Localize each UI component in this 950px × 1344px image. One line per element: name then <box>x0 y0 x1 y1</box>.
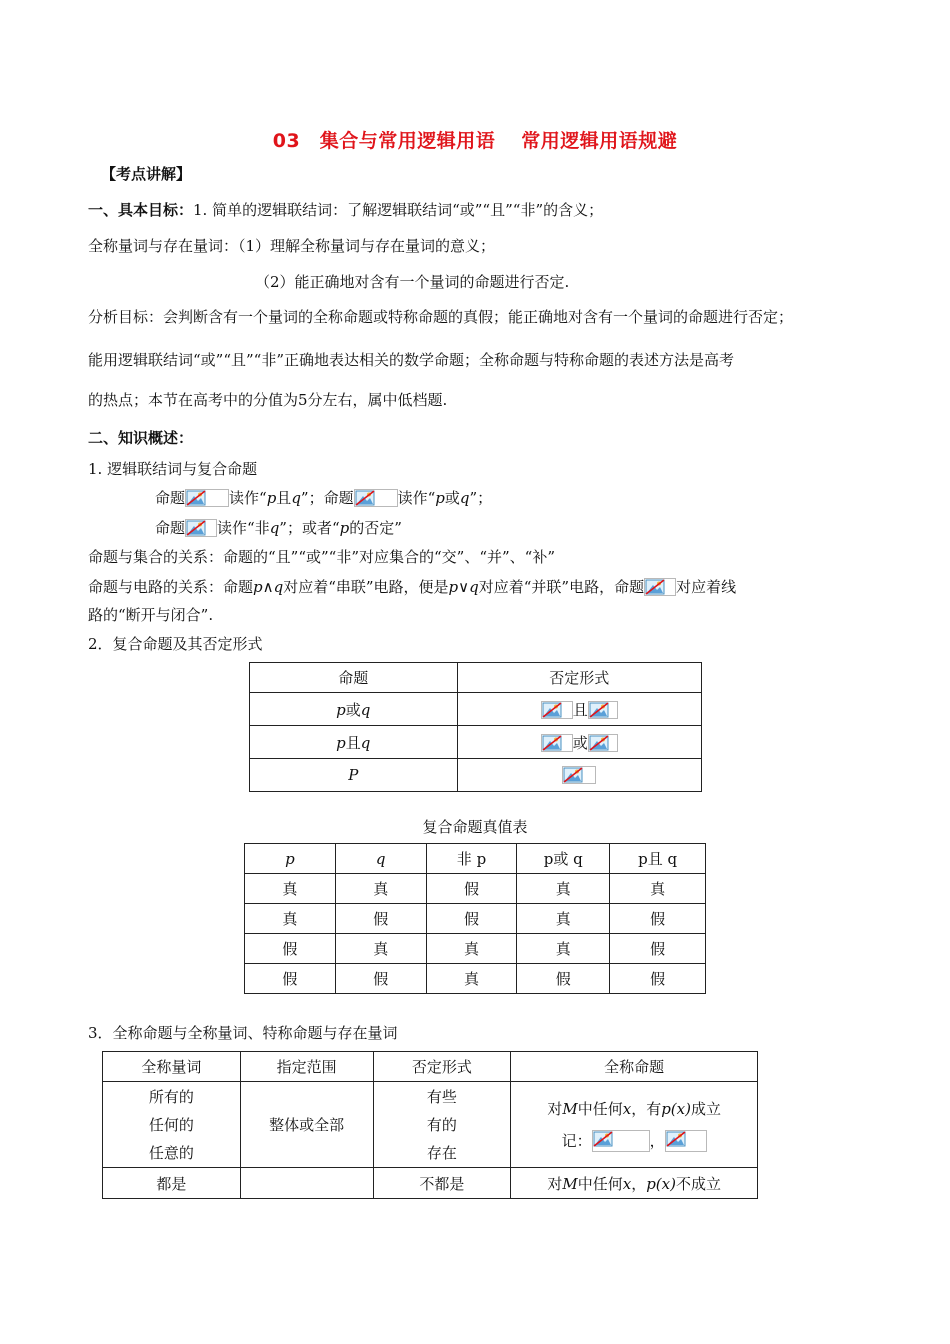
rel2-or: p∨q <box>448 578 479 596</box>
truth-cell: 真 <box>517 934 610 964</box>
table-row <box>245 904 706 934</box>
formula-image-icon <box>541 701 573 719</box>
prop-a: p <box>336 733 346 752</box>
prop-op: 或 <box>345 700 361 719</box>
truth-cell: 真 <box>426 964 517 994</box>
neg-table-prop <box>250 759 458 792</box>
title-part1: 03 集合与常用逻辑用语 <box>272 130 496 152</box>
formula-image-icon <box>541 734 573 752</box>
stmt-m: M <box>562 1099 578 1118</box>
stmt-x: x <box>622 1174 632 1193</box>
prop-b: q <box>360 700 371 719</box>
stmt-c: ，有 <box>631 1099 662 1118</box>
truth-cell: 真 <box>335 934 426 964</box>
r1-p: p <box>266 489 277 507</box>
neg-table-neg <box>457 759 701 792</box>
stmt-b: 中任何 <box>577 1099 623 1118</box>
truth-header: 非 p <box>426 844 517 874</box>
quant-header: 全称命题 <box>511 1052 758 1082</box>
truth-cell: 假 <box>245 934 336 964</box>
rel2-e: 对应着“并联”电路，命题 <box>478 578 645 596</box>
quant-header-row <box>103 1052 758 1082</box>
stmt-d: 不成立 <box>675 1174 721 1193</box>
truth-cell: 假 <box>610 964 706 994</box>
r1-p2: p <box>435 489 445 507</box>
stmt-a: 对 <box>547 1174 563 1193</box>
r2-mid: ”；或者“ <box>279 519 340 537</box>
note-b: ， <box>649 1131 665 1150</box>
truth-header-row <box>245 844 706 874</box>
note-a: 记： <box>561 1131 592 1150</box>
formula-image-icon <box>354 489 398 507</box>
rel2-a: 命题与电路的关系：命题 <box>88 578 254 596</box>
r1-read2: 读作“ <box>397 489 436 507</box>
truth-cell: 假 <box>245 964 336 994</box>
neg-table-prop <box>250 693 458 726</box>
quant-cell-statement <box>511 1082 758 1168</box>
s1-line4: 分析目标：会判断含有一个量词的全称命题或特称命题的真假；能正确地对含有一个量词的命题进行否定； <box>88 308 794 326</box>
formula-image-icon <box>185 489 229 507</box>
s1-heading: 一、具本目标： <box>88 201 194 219</box>
stmt-p: p(x) <box>646 1174 676 1193</box>
quant-cell-range: 整体或全部 <box>240 1082 373 1168</box>
table-row <box>245 874 706 904</box>
truth-cell: 真 <box>335 874 426 904</box>
s2-rel2 <box>88 576 736 597</box>
rel2-and: p∧q <box>253 578 284 596</box>
stmt-b: 中任何 <box>577 1174 623 1193</box>
formula-image-icon <box>588 734 618 752</box>
quant-cell-quantifiers <box>103 1082 241 1168</box>
r1-prefix: 命题 <box>155 489 186 507</box>
r2-prefix: 命题 <box>155 519 186 537</box>
truth-header: p且 q <box>610 844 706 874</box>
truth-header: q <box>335 844 426 874</box>
quant-header: 否定形式 <box>373 1052 511 1082</box>
table-row <box>103 1168 758 1199</box>
s2-heading: 二、知识概述： <box>88 429 194 447</box>
neg-table-neg <box>457 693 701 726</box>
item3: 3．全称命题与全称量词、特称命题与存在量词 <box>88 1024 398 1042</box>
truth-header: p <box>245 844 336 874</box>
stmt-m: M <box>562 1174 578 1193</box>
quant-cell-quantifier: 都是 <box>103 1168 241 1199</box>
stmt-d: 成立 <box>690 1099 721 1118</box>
page-title <box>0 126 950 153</box>
truth-cell: 假 <box>426 874 517 904</box>
s2-row1 <box>155 487 492 508</box>
s1-line5: 能用逻辑联结词“或”“且”“非”正确地表达相关的数学命题；全称命题与特称命题的表述方法是高考 <box>88 351 735 369</box>
quantifier-table <box>102 1051 758 1199</box>
formula-image-icon <box>562 766 596 784</box>
rel2-c: 对应着“串联”电路，便是 <box>283 578 449 596</box>
table-row <box>250 726 702 759</box>
prop-b: q <box>360 733 371 752</box>
s1-line2: 全称量词与存在量词：（1）理解全称量词与存在量词的意义； <box>88 237 496 255</box>
s1-line1 <box>88 199 603 220</box>
notation-line <box>511 1125 757 1157</box>
truth-cell: 真 <box>245 874 336 904</box>
s1-line1-text: 1. 简单的逻辑联结词：了解逻辑联结词“或”“且”“非”的含义； <box>193 201 604 219</box>
table-row <box>103 1082 758 1168</box>
r1-q: q <box>291 489 301 507</box>
truth-table-caption: 复合命题真值表 <box>422 818 528 836</box>
neg-table-header: 否定形式 <box>457 663 701 693</box>
truth-cell: 真 <box>517 874 610 904</box>
statement-line <box>511 1093 757 1125</box>
neg-table-header: 命题 <box>250 663 458 693</box>
s2-row2 <box>155 517 402 538</box>
formula-image-icon <box>665 1130 707 1152</box>
r1-or: 或 <box>444 489 460 507</box>
quant-cell-statement <box>511 1168 758 1199</box>
quant-cell-negations <box>373 1082 511 1168</box>
stmt-c: ， <box>631 1174 647 1193</box>
truth-cell: 真 <box>610 874 706 904</box>
truth-cell: 假 <box>335 904 426 934</box>
r1-and: 且 <box>276 489 292 507</box>
truth-cell: 假 <box>610 904 706 934</box>
quant-header: 全称量词 <box>103 1052 241 1082</box>
truth-header: p或 q <box>517 844 610 874</box>
r2-p: p <box>339 519 350 537</box>
s1-line6: 的热点；本节在高考中的分值为5分左右，属中低档题. <box>88 391 448 409</box>
rel2-f: 对应着线 <box>676 578 737 596</box>
quantifier-item: 任意的 <box>148 1143 194 1162</box>
section-kaodian: 【考点讲解】 <box>101 165 192 183</box>
r2-q: q <box>269 519 280 537</box>
truth-table <box>244 843 706 994</box>
table-row <box>250 759 702 792</box>
r2-read: 读作“非 <box>217 519 270 537</box>
prop-a: p <box>336 700 346 719</box>
r1-end: ”； <box>469 489 493 507</box>
table-row <box>245 934 706 964</box>
truth-cell: 真 <box>426 934 517 964</box>
title-part2: 常用逻辑用语规避 <box>521 130 678 152</box>
truth-cell: 假 <box>610 934 706 964</box>
stmt-p: p(x) <box>661 1099 691 1118</box>
s2-rel1: 命题与集合的关系：命题的“且”“或”“非”对应集合的“交”、“并”、“补” <box>88 548 556 566</box>
stmt-x: x <box>622 1099 632 1118</box>
truth-cell: 假 <box>517 964 610 994</box>
quant-cell-range <box>240 1168 373 1199</box>
r1-mid: ”；命题 <box>300 489 354 507</box>
neg-table-neg <box>457 726 701 759</box>
prop-a: P <box>348 766 359 784</box>
truth-cell: 假 <box>335 964 426 994</box>
r1-read: 读作“ <box>229 489 267 507</box>
table-row <box>250 693 702 726</box>
truth-cell: 假 <box>426 904 517 934</box>
r2-end: 的否定” <box>349 519 402 537</box>
negation-item: 有些 <box>426 1087 457 1106</box>
formula-image-icon <box>644 578 676 596</box>
negation-table <box>249 662 702 792</box>
negation-item: 有的 <box>426 1115 457 1134</box>
table-row <box>245 964 706 994</box>
quant-header: 指定范围 <box>240 1052 373 1082</box>
quant-cell-negation: 不都是 <box>373 1168 511 1199</box>
neg-op: 或 <box>572 733 588 752</box>
quantifier-item: 任何的 <box>148 1115 194 1134</box>
negation-item: 存在 <box>426 1143 457 1162</box>
truth-cell: 真 <box>245 904 336 934</box>
neg-op: 且 <box>572 700 588 719</box>
prop-op: 且 <box>345 733 361 752</box>
quantifier-item: 所有的 <box>148 1087 194 1106</box>
r1-q2: q <box>459 489 470 507</box>
formula-image-icon <box>592 1130 650 1152</box>
formula-image-icon <box>185 519 217 537</box>
s2-item2: 2．复合命题及其否定形式 <box>88 635 263 653</box>
s2-rel3: 路的“断开与闭合”. <box>88 606 214 624</box>
s2-item1: 1. 逻辑联结词与复合命题 <box>88 460 258 478</box>
neg-table-prop <box>250 726 458 759</box>
formula-image-icon <box>588 701 618 719</box>
s1-line3: （2）能正确地对含有一个量词的命题进行否定. <box>255 273 570 291</box>
truth-cell: 真 <box>517 904 610 934</box>
stmt-a: 对 <box>547 1099 563 1118</box>
